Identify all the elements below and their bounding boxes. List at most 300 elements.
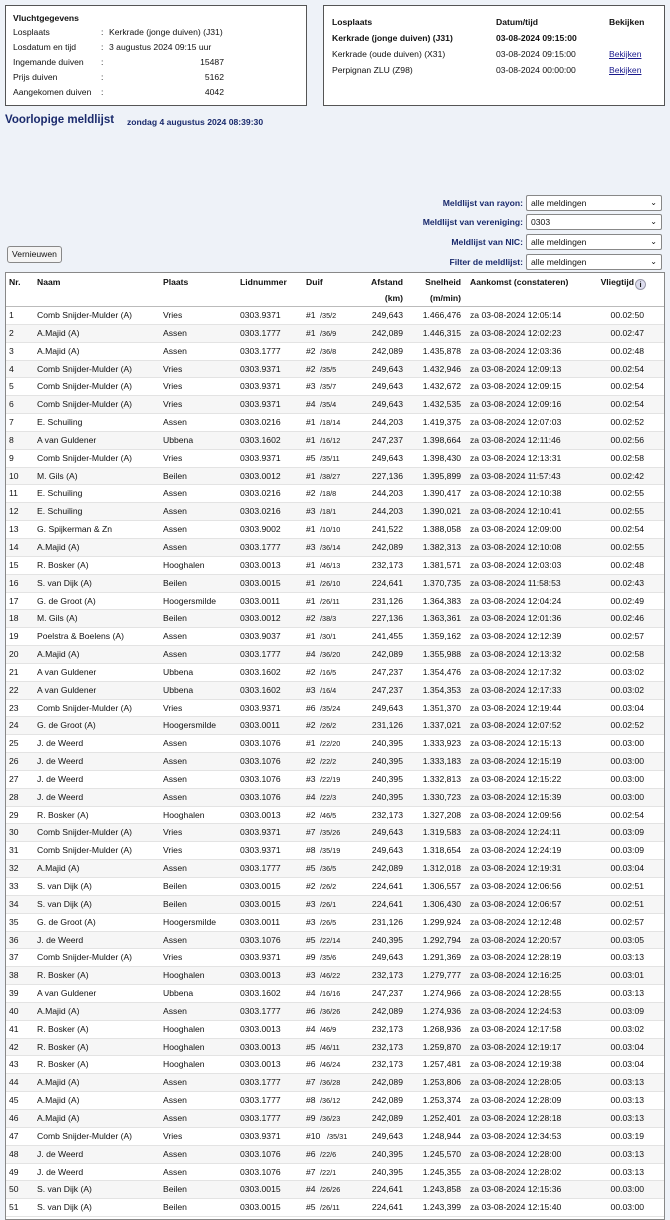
- table-row: [6, 967, 664, 985]
- row-lidnummer: 0303.9371: [240, 845, 281, 856]
- row-afstand: 224,641: [371, 1184, 403, 1195]
- row-naam: A.Majid (A): [37, 345, 80, 356]
- row-snelheid: 1.390,417: [422, 488, 461, 499]
- chevron-down-icon: ⌄: [650, 257, 657, 266]
- row-nr: 21: [9, 666, 19, 677]
- row-aankomst: za 03-08-2024 12:28:55: [470, 988, 562, 999]
- row-vliegtijd: 00.02:55: [610, 488, 644, 499]
- row-nr: 14: [9, 541, 19, 552]
- table-row: [6, 610, 664, 628]
- chevron-down-icon: ⌄: [650, 237, 657, 246]
- row-plaats: Assen: [163, 1112, 187, 1123]
- row-duif-sub: /22/3: [320, 792, 337, 802]
- row-afstand: 232,173: [371, 1059, 403, 1070]
- row-plaats: Hooghalen: [163, 559, 205, 570]
- row-duif-sub: /36/12: [320, 1096, 341, 1106]
- row-snelheid: 1.319,583: [422, 827, 461, 838]
- row-afstand: 241,455: [371, 631, 403, 642]
- table-row: [6, 396, 664, 414]
- row-lidnummer: 0303.0013: [240, 1023, 281, 1034]
- row-lidnummer: 0303.0015: [240, 881, 281, 891]
- table-row: [6, 307, 664, 325]
- row-afstand: 240,395: [371, 773, 403, 784]
- row-afstand: 232,173: [371, 1041, 403, 1052]
- row-afstand: 247,237: [371, 666, 403, 677]
- row-afstand: 241,522: [371, 524, 403, 535]
- table-row: [6, 985, 664, 1003]
- row-duif-rank: #8: [306, 1095, 316, 1106]
- table-row: [6, 646, 664, 664]
- release-datum: 03-08-2024 09:15:00: [496, 49, 576, 59]
- filter-row: [443, 195, 662, 211]
- row-plaats: Vries: [163, 952, 183, 963]
- row-naam: A.Majid (A): [37, 649, 80, 660]
- row-nr: 28: [9, 791, 19, 802]
- row-lidnummer: 0303.1777: [240, 649, 281, 660]
- row-afstand: 249,643: [371, 452, 403, 463]
- row-naam: Comb Snijder-Mulder (A): [37, 381, 133, 392]
- row-duif-rank: #5: [306, 452, 316, 463]
- row-duif-rank: #2: [306, 363, 316, 374]
- row-naam: R. Bosker (A): [37, 809, 89, 820]
- row-aankomst: za 03-08-2024 12:15:39: [470, 791, 562, 802]
- row-afstand: 242,089: [371, 1095, 403, 1106]
- release-row: [332, 62, 656, 78]
- row-lidnummer: 0303.1777: [240, 541, 281, 552]
- row-vliegtijd: 00.03:00: [610, 773, 644, 784]
- row-plaats: Assen: [163, 1166, 187, 1177]
- table-row: [6, 1074, 664, 1092]
- row-lidnummer: 0303.0015: [240, 898, 281, 909]
- row-aankomst: za 03-08-2024 12:16:25: [470, 970, 562, 981]
- row-duif-rank: #5: [306, 1202, 316, 1213]
- row-aankomst: za 03-08-2024 12:17:32: [470, 666, 562, 677]
- row-duif-rank: #10: [306, 1130, 321, 1141]
- row-nr: 1: [9, 310, 14, 320]
- row-plaats: Hooghalen: [163, 1059, 205, 1070]
- row-vliegtijd: 00.02:47: [610, 327, 644, 338]
- col-snelheid[interactable]: Snelheid: [425, 277, 461, 287]
- col-nr[interactable]: Nr.: [9, 277, 21, 287]
- filter-row: [451, 234, 662, 250]
- row-lidnummer: 0303.9371: [240, 702, 281, 713]
- row-lidnummer: 0303.1777: [240, 1077, 281, 1088]
- row-nr: 10: [9, 470, 19, 481]
- row-lidnummer: 0303.0013: [240, 1041, 281, 1052]
- table-row: [6, 735, 664, 753]
- row-afstand: 242,089: [371, 1112, 403, 1123]
- row-naam: A van Guldener: [37, 666, 97, 677]
- filter-label: Meldlijst van rayon:: [442, 198, 523, 208]
- row-nr: 16: [9, 577, 19, 588]
- row-aankomst: za 03-08-2024 11:57:43: [470, 470, 561, 481]
- row-snelheid: 1.312,018: [422, 863, 461, 874]
- row-snelheid: 1.327,208: [422, 809, 461, 820]
- row-afstand: 249,643: [371, 363, 403, 374]
- row-plaats: Ubbena: [163, 684, 194, 695]
- row-afstand: 242,089: [371, 1077, 403, 1088]
- row-nr: 19: [9, 631, 19, 642]
- row-nr: 38: [9, 970, 19, 981]
- row-snelheid: 1.419,375: [422, 417, 461, 428]
- row-nr: 30: [9, 827, 19, 838]
- row-aankomst: za 03-08-2024 12:13:31: [470, 452, 562, 463]
- row-plaats: Assen: [163, 345, 187, 356]
- filter-select[interactable]: [526, 234, 662, 250]
- release-losplaats: Kerkrade (jonge duiven) (J31): [332, 33, 453, 43]
- row-lidnummer: 0303.1076: [240, 1148, 281, 1159]
- filter-select[interactable]: [526, 195, 662, 211]
- row-aankomst: za 03-08-2024 12:09:15: [470, 381, 562, 392]
- flight-info-label: Prijs duiven: [13, 72, 58, 82]
- row-naam: Comb Snijder-Mulder (A): [37, 952, 133, 963]
- row-duif-rank: #1: [306, 559, 316, 570]
- table-row: [6, 949, 664, 967]
- row-aankomst: za 03-08-2024 12:02:23: [470, 327, 562, 338]
- row-aankomst: za 03-08-2024 12:01:36: [470, 613, 562, 624]
- table-row: [6, 539, 664, 557]
- row-nr: 23: [9, 702, 19, 713]
- row-vliegtijd: 00.02:42: [610, 470, 644, 481]
- refresh-button[interactable]: Vernieuwen: [7, 246, 62, 263]
- row-aankomst: za 03-08-2024 12:19:44: [470, 702, 562, 713]
- row-lidnummer: 0303.9371: [240, 827, 281, 838]
- row-duif-sub: /36/20: [320, 650, 341, 660]
- table-row: [6, 1039, 664, 1057]
- row-lidnummer: 0303.0216: [240, 506, 281, 517]
- row-naam: S. van Dijk (A): [37, 898, 92, 909]
- row-nr: 43: [9, 1059, 19, 1070]
- row-plaats: Vries: [163, 310, 183, 320]
- col-plaats[interactable]: Plaats: [163, 277, 189, 287]
- row-naam: A.Majid (A): [37, 1095, 80, 1106]
- row-naam: J. de Weerd: [37, 1166, 84, 1177]
- row-plaats: Ubbena: [163, 434, 194, 445]
- row-naam: A.Majid (A): [37, 863, 80, 874]
- col-aankomst[interactable]: Aankomst (constateren): [470, 277, 569, 287]
- row-duif-rank: #4: [306, 1184, 316, 1195]
- row-naam: Comb Snijder-Mulder (A): [37, 452, 133, 463]
- row-lidnummer: 0303.1777: [240, 1112, 281, 1123]
- row-snelheid: 1.279,777: [422, 970, 461, 981]
- row-duif-rank: #2: [306, 756, 316, 767]
- info-icon[interactable]: i: [635, 279, 646, 290]
- row-duif-sub: /35/19: [320, 846, 341, 856]
- row-lidnummer: 0303.9371: [240, 1130, 281, 1141]
- row-naam: S. van Dijk (A): [37, 1184, 92, 1195]
- row-snelheid: 1.243,399: [422, 1202, 461, 1213]
- col-naam[interactable]: Naam: [37, 277, 61, 287]
- row-duif-sub: /26/5: [320, 917, 337, 927]
- flight-info-row: [13, 40, 299, 55]
- row-duif-sub: /46/9: [320, 1024, 337, 1034]
- row-nr: 15: [9, 559, 19, 570]
- row-naam: Comb Snijder-Mulder (A): [37, 702, 133, 713]
- row-plaats: Hooghalen: [163, 970, 205, 981]
- col-lidnummer[interactable]: Lidnummer: [240, 277, 287, 287]
- row-lidnummer: 0303.9371: [240, 363, 281, 374]
- flight-info-row: [13, 70, 299, 85]
- row-afstand: 227,136: [371, 613, 403, 624]
- row-nr: 22: [9, 684, 19, 695]
- row-afstand: 240,395: [371, 791, 403, 802]
- flight-info-colon: :: [101, 57, 104, 67]
- row-naam: R. Bosker (A): [37, 1023, 89, 1034]
- row-nr: 41: [9, 1023, 19, 1034]
- filter-row: [423, 214, 662, 230]
- row-duif-rank: #3: [306, 970, 316, 981]
- row-nr: 36: [9, 934, 19, 945]
- row-lidnummer: 0303.0011: [240, 916, 280, 927]
- row-vliegtijd: 00.02:52: [610, 720, 644, 731]
- row-plaats: Beilen: [163, 898, 187, 909]
- row-snelheid: 1.466,476: [422, 310, 461, 320]
- row-vliegtijd: 00.03:00: [610, 756, 644, 767]
- filter-label: Filter de meldlijst:: [449, 257, 523, 267]
- row-vliegtijd: 00.02:57: [610, 631, 644, 642]
- row-snelheid: 1.268,936: [422, 1023, 461, 1034]
- row-vliegtijd: 00.03:13: [610, 988, 644, 999]
- row-snelheid: 1.351,370: [422, 702, 461, 713]
- row-duif-rank: #1: [306, 524, 316, 535]
- row-naam: R. Bosker (A): [37, 970, 89, 981]
- row-snelheid: 1.274,936: [422, 1005, 461, 1016]
- row-vliegtijd: 00.02:52: [610, 417, 644, 428]
- row-snelheid: 1.390,021: [422, 506, 461, 517]
- filter-select[interactable]: [526, 254, 662, 270]
- row-aankomst: za 03-08-2024 12:19:38: [470, 1059, 562, 1070]
- row-plaats: Vries: [163, 399, 183, 410]
- flight-info-colon: :: [101, 72, 104, 82]
- row-snelheid: 1.257,481: [422, 1059, 461, 1070]
- col-duif[interactable]: Duif: [306, 277, 323, 287]
- row-plaats: Vries: [163, 702, 183, 713]
- row-duif-sub: /36/26: [320, 1006, 341, 1016]
- row-snelheid: 1.355,988: [422, 649, 461, 660]
- table-row: [6, 361, 664, 379]
- row-nr: 25: [9, 738, 19, 749]
- chevron-down-icon: ⌄: [650, 217, 657, 226]
- row-nr: 5: [9, 381, 14, 392]
- table-row: [6, 432, 664, 450]
- row-duif-rank: #4: [306, 988, 316, 999]
- row-aankomst: za 03-08-2024 12:34:53: [470, 1130, 562, 1141]
- row-aankomst: za 03-08-2024 12:04:24: [470, 595, 562, 606]
- row-duif-rank: #1: [306, 577, 316, 588]
- row-naam: Comb Snijder-Mulder (A): [37, 1130, 133, 1141]
- row-aankomst: za 03-08-2024 12:20:57: [470, 934, 562, 945]
- release-view-link[interactable]: Bekijken: [609, 49, 642, 59]
- row-plaats: Hooghalen: [163, 1041, 205, 1052]
- row-afstand: 242,089: [371, 863, 403, 874]
- row-afstand: 249,643: [371, 310, 403, 320]
- row-nr: 45: [9, 1095, 19, 1106]
- table-row: [6, 717, 664, 735]
- filter-label: Meldlijst van vereniging:: [422, 217, 523, 227]
- row-nr: 49: [9, 1166, 19, 1177]
- row-nr: 46: [9, 1112, 19, 1123]
- table-row: [6, 503, 664, 521]
- row-naam: R. Bosker (A): [37, 559, 89, 570]
- row-afstand: 231,126: [371, 916, 403, 927]
- row-naam: J. de Weerd: [37, 738, 84, 749]
- row-aankomst: za 03-08-2024 12:07:03: [470, 417, 562, 428]
- row-lidnummer: 0303.9371: [240, 381, 281, 392]
- release-list-panel: [323, 5, 665, 106]
- row-duif-sub: /26/26: [320, 1185, 341, 1195]
- row-snelheid: 1.370,735: [422, 577, 461, 588]
- table-row: [6, 628, 664, 646]
- table-row: [6, 593, 664, 611]
- row-afstand: 242,089: [371, 1005, 403, 1016]
- row-afstand: 240,395: [371, 934, 403, 945]
- table-row: [6, 664, 664, 682]
- row-duif-rank: #6: [306, 1148, 316, 1159]
- row-vliegtijd: 00.03:00: [610, 1202, 644, 1213]
- row-afstand: 224,641: [371, 1202, 403, 1213]
- filter-select[interactable]: [526, 214, 662, 230]
- row-afstand: 232,173: [371, 1023, 403, 1034]
- row-vliegtijd: 00.02:48: [610, 345, 644, 356]
- row-duif-sub: /35/11: [320, 453, 340, 463]
- row-vliegtijd: 00.03:13: [610, 952, 644, 963]
- release-view-link[interactable]: Bekijken: [609, 65, 642, 75]
- row-nr: 42: [9, 1041, 19, 1052]
- row-plaats: Vries: [163, 452, 183, 463]
- filter-selected-value: alle meldingen: [531, 237, 587, 247]
- row-vliegtijd: 00.02:51: [610, 881, 644, 891]
- table-row: [6, 771, 664, 789]
- row-plaats: Assen: [163, 1095, 187, 1106]
- row-duif-rank: #9: [306, 952, 316, 963]
- row-naam: S. van Dijk (A): [37, 1202, 92, 1213]
- table-row: [6, 789, 664, 807]
- row-aankomst: za 03-08-2024 12:09:13: [470, 363, 562, 374]
- row-nr: 35: [9, 916, 19, 927]
- release-datum: 03-08-2024 09:15:00: [496, 33, 577, 43]
- release-header-datum: Datum/tijd: [496, 17, 539, 27]
- table-row: [6, 521, 664, 539]
- row-plaats: Assen: [163, 863, 187, 874]
- row-snelheid: 1.398,430: [422, 452, 461, 463]
- row-aankomst: za 03-08-2024 12:06:57: [470, 898, 562, 909]
- row-aankomst: za 03-08-2024 12:05:14: [470, 310, 562, 320]
- row-vliegtijd: 00.03:04: [610, 863, 644, 874]
- row-naam: A van Guldener: [37, 434, 97, 445]
- row-duif-sub: /26/2: [320, 721, 337, 731]
- row-duif-rank: #4: [306, 649, 316, 660]
- row-duif-rank: #2: [306, 488, 316, 499]
- row-aankomst: za 03-08-2024 12:09:00: [470, 524, 562, 535]
- row-snelheid: 1.274,966: [422, 988, 461, 999]
- row-aankomst: za 03-08-2024 12:17:33: [470, 684, 562, 695]
- row-vliegtijd: 00.02:58: [610, 452, 644, 463]
- row-duif-sub: /18/14: [320, 418, 341, 428]
- row-aankomst: za 03-08-2024 12:13:32: [470, 649, 562, 660]
- row-lidnummer: 0303.0013: [240, 1059, 281, 1070]
- col-vliegtijd[interactable]: Vliegtijd: [600, 277, 634, 287]
- row-snelheid: 1.252,401: [422, 1112, 461, 1123]
- row-lidnummer: 0303.1602: [240, 684, 281, 695]
- release-losplaats: Perpignan ZLU (Z98): [332, 65, 413, 75]
- filter-selected-value: alle meldingen: [531, 198, 587, 208]
- row-vliegtijd: 00.03:13: [610, 1148, 644, 1159]
- row-nr: 24: [9, 720, 19, 731]
- row-vliegtijd: 00.03:02: [610, 1023, 644, 1034]
- flight-info-row: [13, 85, 299, 100]
- table-row: [6, 450, 664, 468]
- row-naam: S. van Dijk (A): [37, 577, 92, 588]
- row-nr: 37: [9, 952, 19, 963]
- row-aankomst: za 03-08-2024 12:28:02: [470, 1166, 562, 1177]
- row-snelheid: 1.364,383: [422, 595, 461, 606]
- row-duif-rank: #2: [306, 666, 316, 677]
- row-lidnummer: 0303.1777: [240, 327, 281, 338]
- row-duif-sub: /46/24: [320, 1060, 341, 1070]
- table-row: [6, 1110, 664, 1128]
- row-aankomst: za 03-08-2024 12:15:40: [470, 1202, 562, 1213]
- row-plaats: Beilen: [163, 1202, 187, 1213]
- row-vliegtijd: 00.03:09: [610, 845, 644, 856]
- row-plaats: Vries: [163, 363, 183, 374]
- row-aankomst: za 03-08-2024 12:28:19: [470, 952, 562, 963]
- row-plaats: Beilen: [163, 613, 187, 624]
- row-plaats: Assen: [163, 738, 187, 749]
- row-plaats: Beilen: [163, 470, 187, 481]
- row-duif-rank: #4: [306, 791, 316, 802]
- row-duif-rank: #5: [306, 1041, 316, 1052]
- row-afstand: 232,173: [371, 970, 403, 981]
- row-duif-sub: /36/8: [320, 346, 337, 356]
- row-duif-sub: /26/2: [320, 882, 337, 891]
- row-naam: M. Gils (A): [37, 470, 78, 481]
- table-row: [6, 842, 664, 860]
- row-duif-sub: /22/6: [320, 1149, 337, 1159]
- table-row: [6, 807, 664, 825]
- row-naam: A van Guldener: [37, 988, 97, 999]
- release-row: [332, 46, 656, 62]
- row-naam: Comb Snijder-Mulder (A): [37, 363, 133, 374]
- row-afstand: 249,643: [371, 1130, 403, 1141]
- row-snelheid: 1.337,021: [422, 720, 461, 731]
- row-lidnummer: 0303.1076: [240, 773, 281, 784]
- row-duif-rank: #3: [306, 898, 316, 909]
- row-lidnummer: 0303.0012: [240, 613, 281, 624]
- row-afstand: 224,641: [371, 898, 403, 909]
- row-afstand: 232,173: [371, 559, 403, 570]
- row-afstand: 244,203: [371, 417, 403, 428]
- row-aankomst: za 03-08-2024 12:03:36: [470, 345, 562, 356]
- row-plaats: Assen: [163, 791, 187, 802]
- row-plaats: Assen: [163, 934, 187, 945]
- row-aankomst: za 03-08-2024 12:28:18: [470, 1112, 562, 1123]
- table-row: [6, 914, 664, 932]
- row-duif-sub: /36/5: [320, 864, 337, 874]
- flight-info-value: 5162: [204, 72, 224, 82]
- row-duif-sub: /35/6: [320, 953, 337, 963]
- row-vliegtijd: 00.02:48: [610, 559, 644, 570]
- row-duif-rank: #1: [306, 595, 316, 606]
- row-aankomst: za 03-08-2024 12:09:56: [470, 809, 562, 820]
- row-lidnummer: 0303.9371: [240, 399, 281, 410]
- row-plaats: Assen: [163, 631, 187, 642]
- row-duif-rank: #1: [306, 738, 316, 749]
- col-afstand[interactable]: Afstand: [371, 277, 403, 287]
- row-snelheid: 1.330,723: [422, 791, 461, 802]
- row-nr: 6: [9, 399, 14, 410]
- row-duif-sub: /16/12: [320, 435, 341, 445]
- row-plaats: Hooghalen: [163, 1023, 205, 1034]
